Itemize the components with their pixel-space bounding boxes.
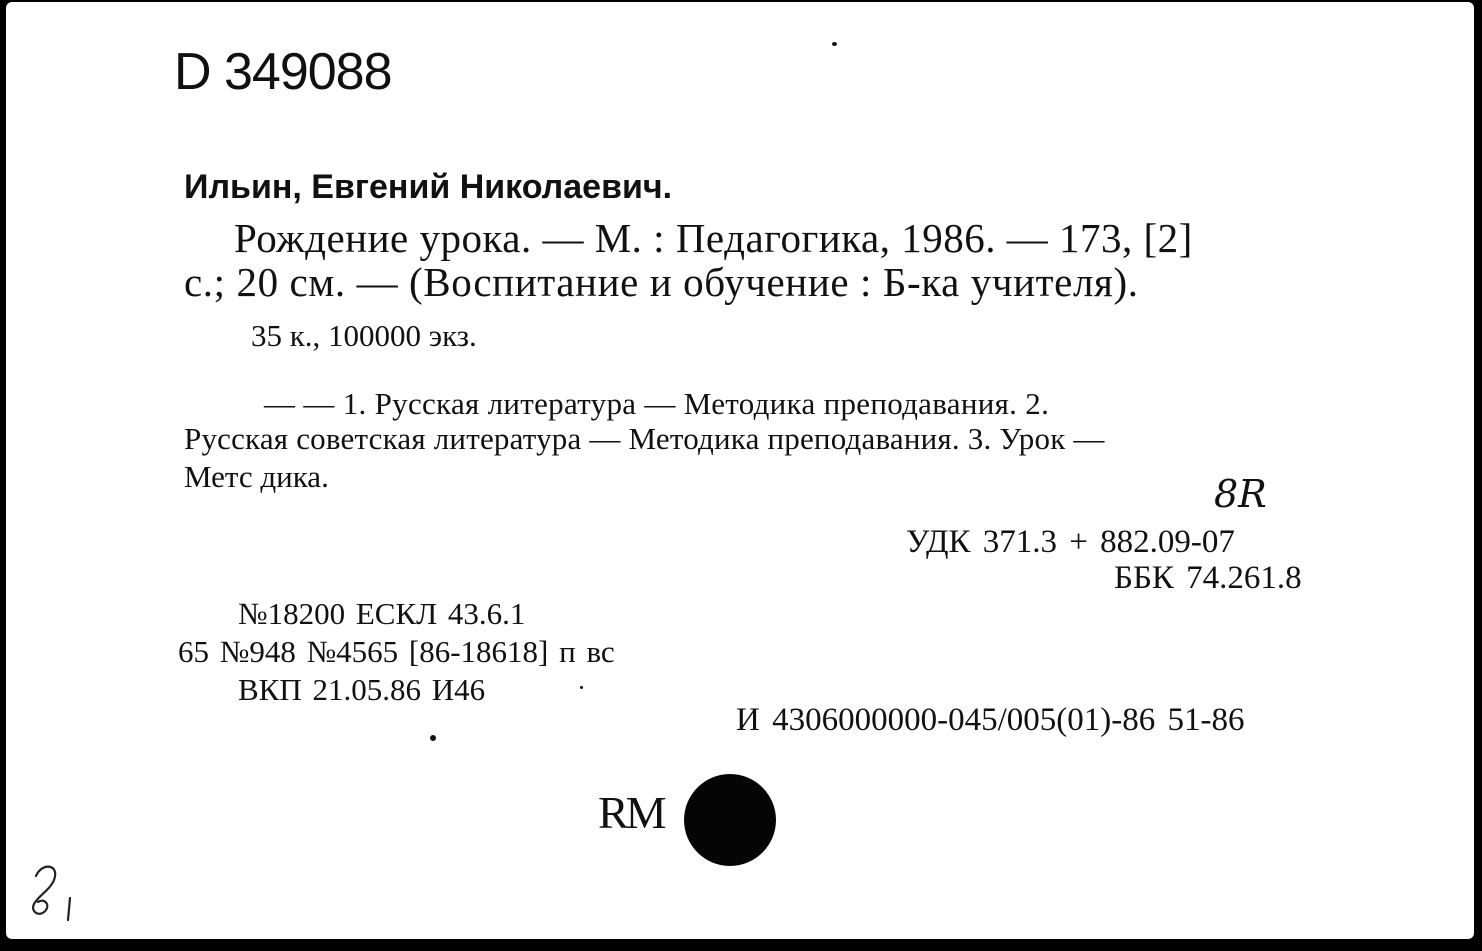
stamp-dot-icon [684,774,776,866]
title-line-1: Рождение урока. — М. : Педагогика, 1986. — 173, [2] [234,215,1193,261]
handwritten-mark: 8R [1214,472,1267,516]
registration-line-2: 65 №948 №4565 [86-18618] п вс [178,634,615,669]
bbk-classification: ББК 74.261.8 [1114,560,1302,596]
author-heading: Ильин, Евгений Николаевич. [184,168,673,206]
catalog-card [6,2,1474,939]
registration-line-1: №18200 ЕСКЛ 43.6.1 [238,596,526,631]
udk-classification: УДК 371.3 + 882.09-07 [906,524,1235,560]
title-line-2: с.; 20 см. — (Воспитание и обучение : Б-ка учителя). [184,259,1139,305]
price-print-run: 35 к., 100000 экз. [251,318,477,353]
subject-line-1: — — 1. Русская литература — Методика преподавания. 2. [264,386,1050,421]
corner-handwriting-icon [18,858,88,928]
subject-line-2: Русская советская литература — Методика преподавания. 3. Урок — [184,421,1105,456]
publisher-code: И 4306000000-045/005(01)-86 51-86 [736,702,1245,738]
ink-speck [580,686,583,689]
registration-line-3: ВКП 21.05.86 И46 [238,672,486,707]
ink-speck [430,735,436,741]
ink-speck [832,42,837,46]
catalog-number: D 349088 [174,43,392,101]
stamp-text: RM [598,787,664,838]
subject-line-3: Метс дика. [184,459,329,494]
